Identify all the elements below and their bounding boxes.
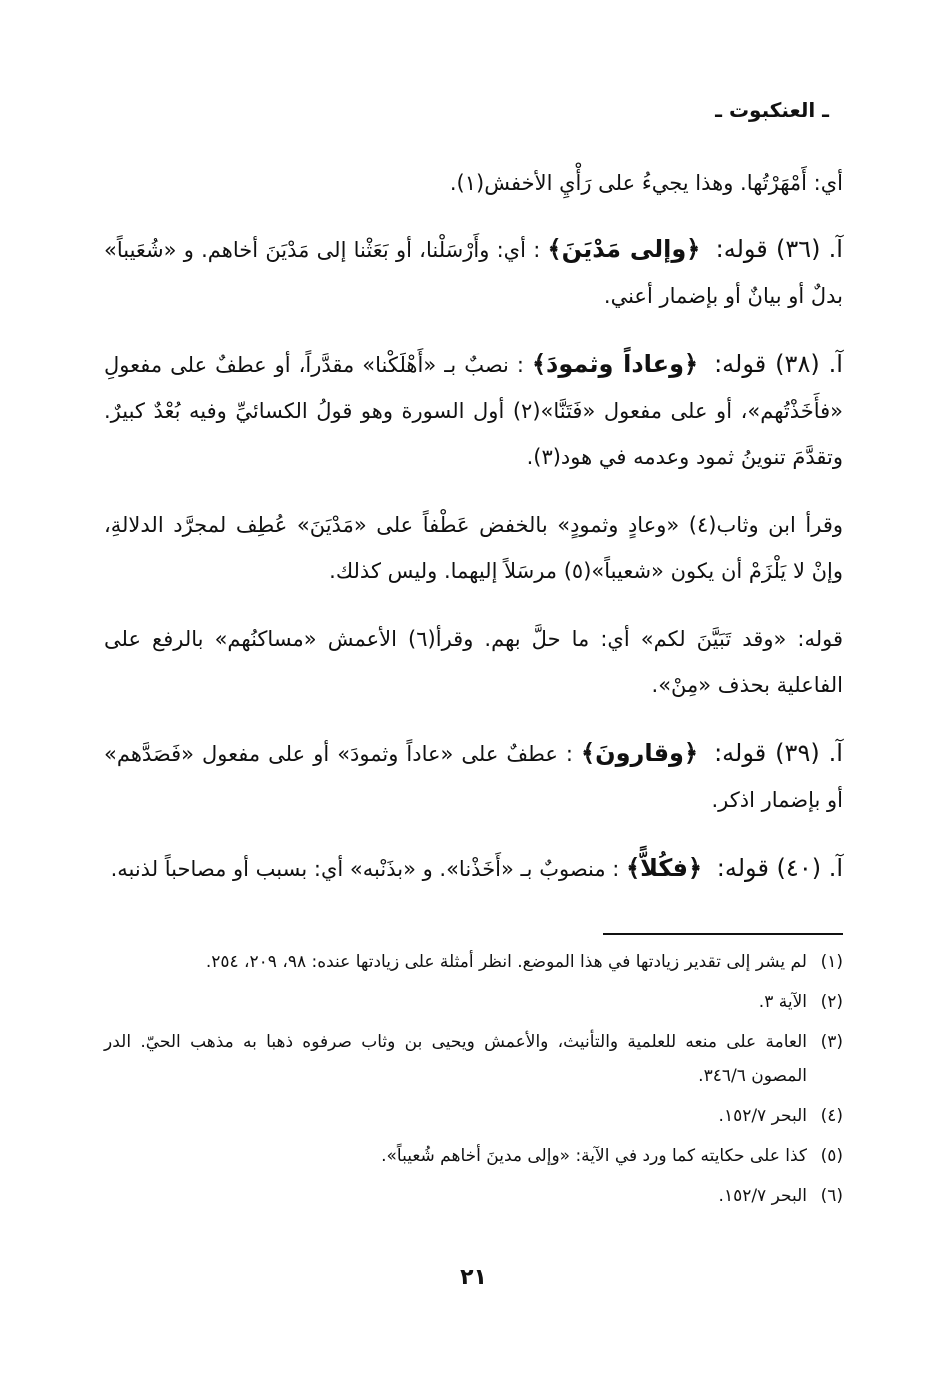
footnote-text: الآية ٣. — [758, 992, 807, 1012]
footnote — [104, 1139, 843, 1173]
footnote-number: (٤) — [820, 1106, 843, 1126]
footnote-text: لم يشر إلى تقدير زيادتها في هذا الموضع. انظر أمثلة على زيادتها عنده: ٩٨، ٢٠٩، ٢٥٤. — [205, 952, 807, 972]
entry-prefix: آ. (٣٦) قوله: — [715, 235, 843, 263]
footnote-number: (٥) — [820, 1146, 843, 1166]
verse-entry — [104, 845, 843, 892]
entry-prefix: آ. (٤٠) قوله: — [716, 854, 843, 882]
footnote — [104, 1025, 843, 1093]
footnote-number: (٣) — [820, 1032, 843, 1052]
paragraph: وقرأ ابن وثاب(٤) «وعادٍ وثمودٍ» بالخفض عَطْفاً على «مَدْيَنَ» عُطِف لمجرَّد الدلالةِ، وإنْ لا يَلْزَمْ أن يكون «شعيباً»(٥) مرسَلاً إليهما. وليس كذلك. — [104, 513, 843, 583]
footnote-text: البحر ١٥٢/٧. — [718, 1186, 807, 1206]
footnotes — [104, 945, 843, 1219]
footnote-text: العامة على منعه للعلمية والتأنيث، والأعمش ويحيى بن وثاب صرفوه ذهبا به مذهب الحيّ. الدر المصون ٣٤٦/٦. — [104, 1032, 807, 1086]
footnote — [104, 985, 843, 1019]
page-number: ٢١ — [460, 1265, 487, 1290]
entry-text: : نصبٌ بـ «أَهْلَكْنا» مقدَّراً، أو عطفٌ على مفعولِ «فأَخَذْتُهم»، أو على مفعول «فَتَنَّا»(٢) أول السورة وهو قولُ الكسائيِّ وفيه بُعْدٌ كبيرٌ. وتقدَّمَ تنوينُ ثمود وعدمه في هود(٣). — [104, 353, 844, 469]
entry-prefix: آ. (٣٨) قوله: — [714, 350, 843, 378]
entry-text: : أي: وأَرْسَلْنا، أو بَعَثْنا إلى مَدْيَنَ أخاهم. و «شُعَيباً» بدلٌ أو بيانٌ أو بإضمار أعني. — [104, 238, 843, 308]
quran-quote: ﴿وقارونَ﴾ — [581, 739, 699, 767]
footnote — [104, 945, 843, 979]
quran-quote: ﴿وعاداً وثمودَ﴾ — [531, 350, 699, 378]
footnote-number: (٦) — [820, 1186, 843, 1206]
verse-entry — [104, 341, 843, 480]
footnote-divider — [603, 933, 843, 935]
footnote — [104, 1179, 843, 1213]
footnote-text: البحر ١٥٢/٧. — [718, 1106, 807, 1126]
footnote-number: (١) — [820, 952, 843, 972]
verse-entry — [104, 226, 843, 319]
quran-quote: ﴿وإلى مَدْيَنَ﴾ — [547, 235, 701, 263]
verse-entry — [104, 730, 843, 823]
entry-text: : عطفٌ على «عاداً وثمودَ» أو على مفعول «فَصَدَّهم» أو بإضمار اذكر. — [104, 742, 843, 812]
entry-text: : منصوبٌ بـ «أَخَذْنا». و «بذَنْبه» أي: بسبب أو مصاحباً لذنبه. — [110, 857, 620, 881]
footnote-text: كذا على حكايته كما ورد في الآية: «وإلى مدينَ أخاهم شُعيباً». — [381, 1146, 807, 1166]
paragraph: أي: أَمْهَرْتُها. وهذا يجيءُ على رَأْيِ الأخفش(١). — [449, 171, 843, 195]
quran-quote: ﴿فكُلاًّ﴾ — [626, 854, 703, 882]
footnote-number: (٢) — [820, 992, 843, 1012]
paragraph: قوله: «وقد تَبَيَّنَ لكم» أي: ما حلَّ بهم. وقرأ(٦) الأعمش «مساكنُهم» بالرفع على الفاعلية بحذف «مِنْ». — [104, 627, 844, 697]
footnote — [104, 1099, 843, 1133]
main-text — [104, 160, 843, 914]
entry-prefix: آ. (٣٩) قوله: — [714, 739, 843, 767]
running-header: ـ العنكبوت ـ — [715, 98, 829, 122]
